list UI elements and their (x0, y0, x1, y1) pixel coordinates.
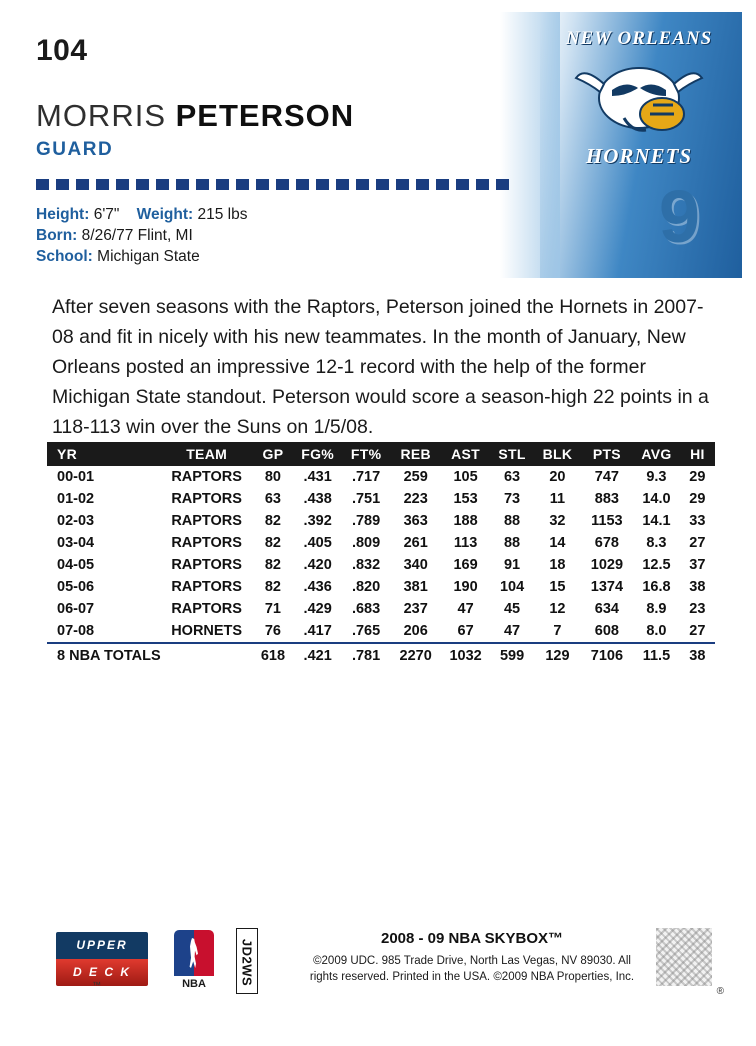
cell-reb: 259 (403, 469, 428, 485)
cell-pts: 883 (594, 491, 619, 507)
cell-pts: 608 (594, 623, 619, 639)
cell-team: RAPTORS (171, 601, 242, 617)
school-value: Michigan State (97, 248, 200, 265)
nba-silhouette-icon (188, 938, 198, 968)
cell-ast: 188 (453, 513, 478, 529)
cell-gp: 76 (264, 623, 281, 639)
cell-ft: .751 (351, 491, 381, 507)
cell-yr: 03-04 (57, 535, 95, 551)
stats-header-ast: AST (441, 442, 490, 466)
stats-header-fg: FG% (293, 442, 342, 466)
cell-hi: 23 (689, 601, 706, 617)
cell-reb: 261 (403, 535, 428, 551)
cell-yr: 02-03 (57, 513, 95, 529)
cell-fg: .421 (293, 643, 342, 667)
cell-yr: 05-06 (57, 579, 95, 595)
hologram-foil-icon (656, 928, 712, 986)
stats-header-hi: HI (680, 442, 715, 466)
cell-hi: 27 (689, 623, 706, 639)
stats-header-blk: BLK (534, 442, 580, 466)
cell-stl: 63 (503, 469, 521, 485)
jersey-number: 9 (658, 175, 700, 258)
card-code: JD2WS (239, 938, 255, 987)
cell-stl: 45 (503, 601, 521, 617)
dotted-divider (36, 179, 516, 191)
cell-hi: 29 (689, 469, 706, 485)
cell-fg: .392 (303, 513, 332, 529)
weight-label: Weight: (136, 206, 194, 223)
table-row (47, 620, 715, 643)
cell-blk: 7 (553, 623, 562, 639)
table-row (47, 576, 715, 598)
cell-stl: 73 (503, 491, 521, 507)
table-row (47, 466, 715, 488)
cell-team: RAPTORS (171, 513, 242, 529)
cell-team: HORNETS (171, 623, 243, 639)
cell-stl: 88 (503, 513, 521, 529)
cell-team: RAPTORS (171, 557, 242, 573)
cell-avg: 8.9 (646, 601, 667, 617)
cell-pts: 7106 (581, 643, 633, 667)
cell-ft: .781 (342, 643, 390, 667)
cell-avg: 16.8 (642, 579, 671, 595)
cell-reb: 2270 (390, 643, 441, 667)
cell-fg: .417 (303, 623, 332, 639)
cell-gp: 82 (264, 513, 281, 529)
cell-stl: 88 (503, 535, 521, 551)
cell-ast: 47 (457, 601, 474, 617)
cell-blk: 15 (549, 579, 566, 595)
cell-hi: 37 (689, 557, 706, 573)
upper-deck-trademark: ™ (92, 980, 101, 990)
cell-avg: 8.3 (646, 535, 667, 551)
table-row (47, 510, 715, 532)
card-code-box (236, 928, 258, 994)
nba-logo-icon (174, 930, 214, 992)
cell-fg: .438 (303, 491, 332, 507)
cell-stl: 599 (490, 643, 534, 667)
cell-avg: 9.3 (646, 469, 667, 485)
player-bio (36, 204, 247, 267)
cell-blk: 12 (549, 601, 566, 617)
cell-hi: 33 (689, 513, 706, 529)
stats-header-team: TEAM (161, 442, 253, 466)
logo-text-bottom: HORNETS (585, 144, 693, 168)
cell-ft: .683 (351, 601, 381, 617)
cell-gp: 63 (264, 491, 281, 507)
cell-blk: 11 (549, 491, 566, 507)
cell-pts: 678 (594, 535, 619, 551)
cell-hi: 27 (689, 535, 706, 551)
cell-reb: 223 (403, 491, 428, 507)
stats-header-yr: YR (47, 442, 161, 466)
table-row (47, 554, 715, 576)
logo-text-top: NEW ORLEANS (565, 28, 713, 49)
cell-fg: .405 (303, 535, 332, 551)
born-value: 8/26/77 Flint, MI (81, 227, 193, 244)
cell-avg: 14.1 (642, 513, 671, 529)
bio-line-school (36, 246, 247, 267)
cell-fg: .436 (303, 579, 332, 595)
cell-ast: 153 (453, 491, 478, 507)
table-row (47, 532, 715, 554)
card-footer (14, 924, 742, 1016)
cell-blk: 129 (534, 643, 580, 667)
cell-blk: 20 (549, 469, 566, 485)
born-label: Born: (36, 227, 78, 244)
school-label: School: (36, 248, 93, 265)
nba-logo-box (174, 930, 214, 976)
cell-blk: 14 (549, 535, 566, 551)
cell-avg: 12.5 (642, 557, 671, 573)
nba-label: NBA (182, 978, 206, 990)
cell-avg: 14.0 (642, 491, 671, 507)
cell-gp: 82 (264, 535, 281, 551)
cell-avg: 8.0 (646, 623, 667, 639)
cell-pts: 1029 (590, 557, 624, 573)
cell-ft: .789 (351, 513, 381, 529)
upper-deck-top-text: UPPER (56, 932, 148, 959)
cell-pts: 1153 (591, 513, 623, 529)
player-name (36, 98, 354, 134)
cell-reb: 340 (403, 557, 428, 573)
height-value: 6'7" (93, 206, 120, 223)
stats-header-stl: STL (490, 442, 534, 466)
cell-pts: 747 (594, 469, 619, 485)
cell-team: RAPTORS (171, 579, 242, 595)
stats-header-avg: AVG (633, 442, 680, 466)
cell-team (161, 643, 253, 667)
cell-hi: 38 (689, 579, 706, 595)
cell-ast: 113 (453, 535, 478, 551)
weight-value: 215 lbs (197, 206, 248, 223)
registered-mark: ® (716, 986, 724, 997)
stats-table (47, 442, 715, 667)
player-first-name: MORRIS (36, 98, 166, 133)
height-label: Height: (36, 206, 90, 223)
legal-line-2: rights reserved. Printed in the USA. ©2009 NBA Properties, Inc. (309, 971, 635, 983)
cell-gp: 82 (264, 579, 281, 595)
cell-pts: 634 (594, 601, 619, 617)
cell-stl: 91 (503, 557, 521, 573)
card-number: 104 (36, 34, 88, 67)
cell-stl: 47 (503, 623, 521, 639)
cell-ft: .717 (351, 469, 381, 485)
card-header (14, 12, 742, 278)
player-position: GUARD (36, 139, 114, 160)
cell-yr: 07-08 (57, 623, 95, 639)
cell-stl: 104 (499, 579, 525, 595)
stats-header-ft: FT% (342, 442, 390, 466)
cell-hi: 38 (680, 643, 715, 667)
cell-gp: 71 (264, 601, 281, 617)
table-row (47, 598, 715, 620)
stats-header-gp: GP (253, 442, 294, 466)
cell-fg: .420 (303, 557, 332, 573)
cell-team: RAPTORS (171, 469, 242, 485)
stats-header-pts: PTS (581, 442, 633, 466)
card-face (14, 12, 742, 1034)
table-row (47, 488, 715, 510)
bio-line-height-weight (36, 204, 247, 225)
upper-deck-logo-icon (56, 932, 148, 988)
cell-blk: 18 (549, 557, 566, 573)
player-blurb: After seven seasons with the Raptors, Peterson joined the Hornets in 2007-08 and fit in nicely with his new teammates. In the month of January, New Orleans posted an impressive 12-1 record with the help of the former Michigan State standout. Peterson would score a season-high 22 points in a 118-113 win over the Suns on 1/5/08. (52, 296, 709, 438)
cell-gp: 618 (253, 643, 294, 667)
brand-line: 2008 - 09 NBA SKYBOX™ (380, 930, 563, 947)
cell-ft: .809 (351, 535, 381, 551)
stats-totals-row (47, 643, 715, 667)
cell-fg: .429 (303, 601, 332, 617)
cell-yr: 01-02 (57, 491, 95, 507)
stats-header-reb: REB (390, 442, 441, 466)
cell-yr: 04-05 (57, 557, 95, 573)
cell-ft: .820 (351, 579, 381, 595)
stats-header-row (47, 442, 715, 466)
cell-reb: 381 (403, 579, 428, 595)
upper-deck-bottom-text: D E C K (56, 959, 148, 986)
cell-reb: 206 (403, 623, 428, 639)
cell-ft: .832 (351, 557, 381, 573)
cell-blk: 32 (549, 513, 566, 529)
cell-gp: 82 (264, 557, 281, 573)
cell-ast: 67 (457, 623, 474, 639)
cell-ast: 105 (453, 469, 478, 485)
cell-gp: 80 (264, 469, 281, 485)
cell-reb: 237 (403, 601, 428, 617)
cell-team: RAPTORS (171, 535, 242, 551)
legal-line-1: ©2009 UDC. 985 Trade Drive, North Las Vegas, NV 89030. All (313, 955, 631, 967)
cell-ft: .765 (351, 623, 381, 639)
cell-team: RAPTORS (171, 491, 242, 507)
cell-hi: 29 (689, 491, 706, 507)
cell-ast: 169 (453, 557, 478, 573)
cell-totals-label: 8 NBA TOTALS (47, 643, 161, 667)
legal-block (282, 930, 662, 985)
player-last-name: PETERSON (175, 98, 355, 133)
cell-reb: 363 (403, 513, 428, 529)
cell-yr: 00-01 (57, 469, 95, 485)
hornets-logo-icon (554, 26, 724, 171)
bio-line-born (36, 225, 247, 246)
cell-fg: .431 (303, 469, 332, 485)
cell-pts: 1374 (590, 579, 624, 595)
cell-ast: 190 (453, 579, 478, 595)
cell-yr: 06-07 (57, 601, 95, 617)
cell-ast: 1032 (441, 643, 490, 667)
cell-avg: 11.5 (633, 643, 680, 667)
